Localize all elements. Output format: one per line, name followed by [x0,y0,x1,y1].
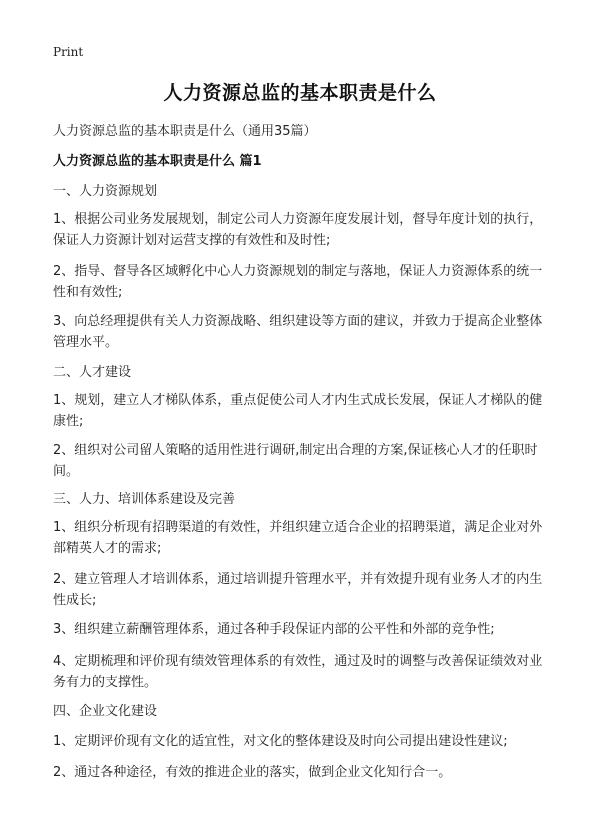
section-heading-3: 三、人力、培训体系建设及完善 [53,492,236,507]
section-heading-2: 二、人才建设 [53,365,132,380]
paragraph: 1、定期评价现有文化的适宜性，对文化的整体建设及时向公司提出建设性建议; [53,734,508,749]
section-heading-1: 一、人力资源规划 [53,184,158,199]
paragraph: 2、组织对公司留人策略的适用性进行调研,制定出合理的方案,保证核心人才的任职时间。 [53,443,538,479]
paragraph: 2、指导、督导各区域孵化中心人力资源规划的制定与落地，保证人力资源体系的统一性和有效性; [53,264,543,300]
document-subtitle: 人力资源总监的基本职责是什么（通用35篇） [53,124,317,139]
paragraph: 1、组织分析现有招聘渠道的有效性，并组织建立适合企业的招聘渠道，满足企业对外部精英人才的需求; [53,520,543,556]
part-heading: 人力资源总监的基本职责是什么 篇1 [53,154,262,169]
paragraph: 1、规划，建立人才梯队体系，重点促使公司人才内生式成长发展，保证人才梯队的健康性; [53,393,543,429]
paragraph: 1、根据公司业务发展规划，制定公司人力资源年度发展计划，督导年度计划的执行，保证人力资源计划对运营支撑的有效性和及时性; [53,212,543,248]
paragraph: 3、向总经理提供有关人力资源战略、组织建设等方面的建议，并致力于提高企业整体管理水平。 [53,314,543,350]
paragraph: 2、建立管理人才培训体系，通过培训提升管理水平，并有效提升现有业务人才的内生性成长; [53,572,543,608]
section-heading-4: 四、企业文化建设 [53,704,158,719]
paragraph: 2、通过各种途径，有效的推进企业的落实，做到企业文化知行合一。 [53,765,452,780]
paragraph: 4、定期梳理和评价现有绩效管理体系的有效性，通过及时的调整与改善保证绩效对业务有力的支撑性。 [53,654,543,690]
print-label: Print [53,45,84,59]
page-title: 人力资源总监的基本职责是什么 [163,82,437,104]
paragraph: 3、组织建立薪酬管理体系，通过各种手段保证内部的公平性和外部的竞争性; [53,622,495,637]
